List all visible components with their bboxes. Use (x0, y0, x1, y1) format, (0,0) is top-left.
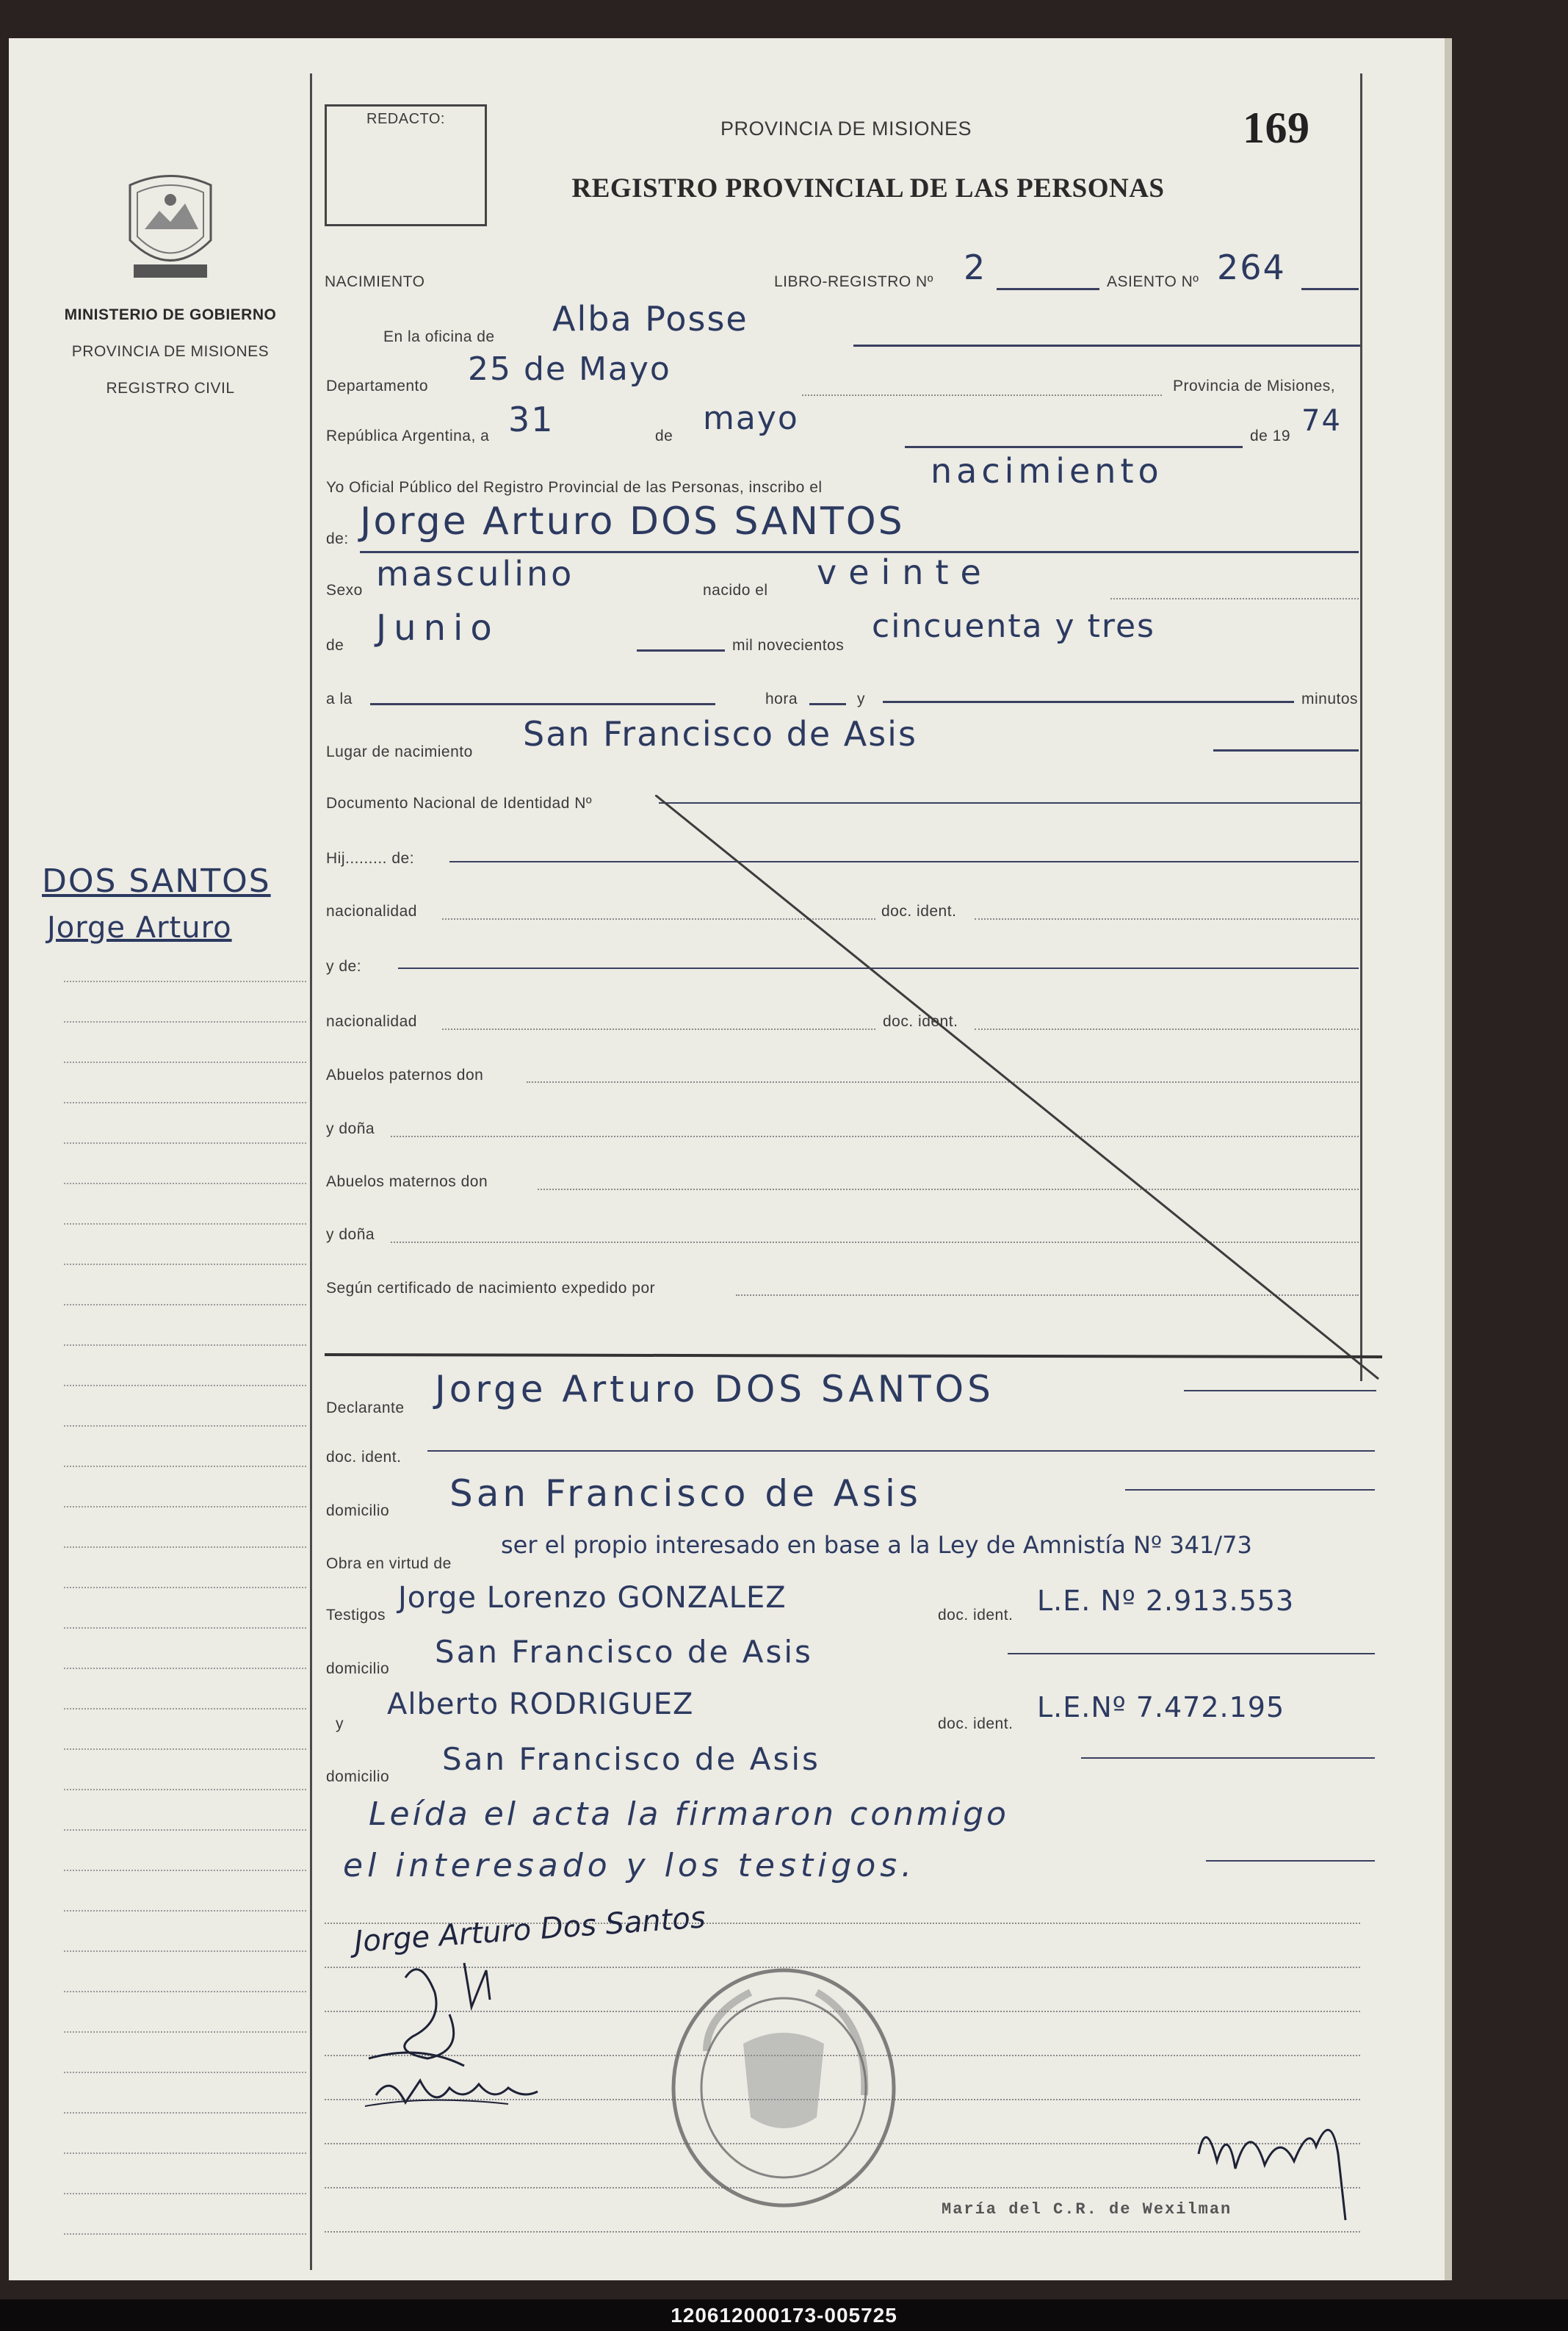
closing-line-1: Leída el acta la firmaron conmigo (369, 1795, 1009, 1833)
yo-oficial-label: Yo Oficial Público del Registro Provincial de las Personas, inscribo el (326, 479, 823, 496)
document-id: 120612000173-005725 (671, 2304, 897, 2327)
de-19-label: de 19 (1250, 428, 1291, 444)
libro-value: 2 (964, 248, 987, 287)
nacionalidad-2-label: nacionalidad (326, 1013, 417, 1030)
province-heading: PROVINCIA DE MISIONES (720, 118, 972, 140)
sidebar-civil-registry: REGISTRO CIVIL (106, 380, 235, 397)
doc-ident-2-label: doc. ident. (883, 1013, 958, 1030)
margin-given-name: Jorge Arturo (47, 911, 232, 945)
de-label: de (655, 428, 673, 444)
testigo1-doc-label: doc. ident. (938, 1607, 1014, 1624)
asiento-value: 264 (1217, 248, 1286, 287)
testigo2-doc-label: doc. ident. (938, 1715, 1014, 1732)
born-year-value: cincuenta y tres (872, 608, 1155, 645)
sexo-label: Sexo (326, 582, 363, 599)
month-value: mayo (703, 400, 799, 437)
testigo1-doc: L.E. Nº 2.913.553 (1037, 1585, 1295, 1617)
declarante-domicilio-label: domicilio (326, 1502, 390, 1519)
obra-virtud-label: Obra en virtud de (326, 1555, 452, 1572)
sidebar-province: PROVINCIA DE MISIONES (71, 343, 270, 360)
nacionalidad-1-label: nacionalidad (326, 903, 417, 920)
doc-ident-1-label: doc. ident. (881, 903, 957, 920)
a-la-label: a la (326, 691, 353, 707)
lugar-value: San Francisco de Asis (523, 714, 917, 754)
inscribe-value: nacimiento (931, 451, 1163, 491)
declarante-value: Jorge Arturo DOS SANTOS (435, 1368, 994, 1411)
cancellation-diagonal (655, 795, 1382, 1383)
register-page (9, 38, 1452, 2280)
sexo-value: masculino (376, 554, 575, 594)
redacto-label: REDACTO: (366, 111, 445, 127)
day-value: 31 (508, 400, 554, 439)
abuelos-maternos-label: Abuelos maternos don (326, 1173, 488, 1190)
registered-name: Jorge Arturo DOS SANTOS (360, 500, 905, 544)
hora-label: hora (765, 691, 798, 707)
republica-label: República Argentina, a (326, 428, 490, 444)
lugar-label: Lugar de nacimiento (326, 743, 473, 760)
witness-signatures-icon (361, 1948, 596, 2139)
sidebar-ministry: MINISTERIO DE GOBIERNO (64, 306, 277, 323)
de-name-label: de: (326, 530, 349, 547)
redacto-box (325, 104, 487, 226)
registry-title: REGISTRO PROVINCIAL DE LAS PERSONAS (571, 173, 1165, 203)
departamento-value: 25 de Mayo (468, 350, 671, 388)
testigos-label: Testigos (326, 1607, 386, 1624)
minutos-label: minutos (1301, 691, 1359, 707)
testigo1-name: Jorge Lorenzo GONZALEZ (398, 1581, 787, 1615)
mil-novecientos-label: mil novecientos (732, 637, 845, 654)
born-month-value: Junio (376, 608, 499, 649)
y-dona-1-label: y doña (326, 1120, 375, 1137)
testigo1-domicilio-label: domicilio (326, 1660, 390, 1677)
obra-virtud-value: ser el propio interesado en base a la Ley de Amnistía Nº 341/73 (501, 1531, 1252, 1559)
left-margin-rule (310, 73, 312, 2270)
testigo2-doc: L.E.Nº 7.472.195 (1037, 1691, 1285, 1723)
nacido-el-label: nacido el (703, 582, 768, 599)
oficina-value: Alba Posse (552, 299, 748, 339)
asiento-label: ASIENTO Nº (1107, 273, 1199, 290)
departamento-label: Departamento (326, 378, 429, 394)
closing-line-2: el interesado y los testigos. (343, 1847, 917, 1884)
segun-certificado-label: Según certificado de nacimiento expedido por (326, 1280, 656, 1297)
year-value: 74 (1301, 404, 1342, 438)
testigo2-domicilio-label: domicilio (326, 1768, 390, 1785)
hij-label: Hij......... de: (326, 850, 415, 867)
province-crest-icon (119, 170, 222, 284)
declarante-domicilio-value: San Francisco de Asis (449, 1472, 922, 1515)
official-stamp-text: María del C.R. de Wexilman (942, 2200, 1232, 2219)
registry-seal-icon (662, 1963, 905, 2213)
born-day-value: veinte (817, 552, 993, 592)
provincia-misiones-label: Provincia de Misiones, (1173, 378, 1336, 394)
declarante-doc-label: doc. ident. (326, 1449, 402, 1466)
libro-label: LIBRO-REGISTRO Nº (774, 273, 933, 290)
margin-surname: DOS SANTOS (42, 862, 271, 900)
documento-label: Documento Nacional de Identidad Nº (326, 795, 593, 812)
testigo2-name: Alberto RODRIGUEZ (387, 1687, 694, 1721)
declarante-signature: Jorge Arturo Dos Santos (353, 1901, 707, 1959)
declarante-label: Declarante (326, 1399, 405, 1416)
testigo1-domicilio: San Francisco de Asis (435, 1634, 813, 1670)
folio-number: 169 (1243, 104, 1310, 152)
nacimiento-label: NACIMIENTO (325, 273, 425, 290)
testigo2-domicilio: San Francisco de Asis (442, 1741, 820, 1777)
y-label: y (857, 691, 865, 707)
oficina-label: En la oficina de (383, 328, 495, 345)
y-testigo2-label: y (336, 1715, 344, 1732)
y-dona-2-label: y doña (326, 1226, 375, 1243)
abuelos-paternos-label: Abuelos paternos don (326, 1067, 484, 1084)
de-month-label: de (326, 637, 344, 654)
y-de-label: y de: (326, 958, 362, 975)
